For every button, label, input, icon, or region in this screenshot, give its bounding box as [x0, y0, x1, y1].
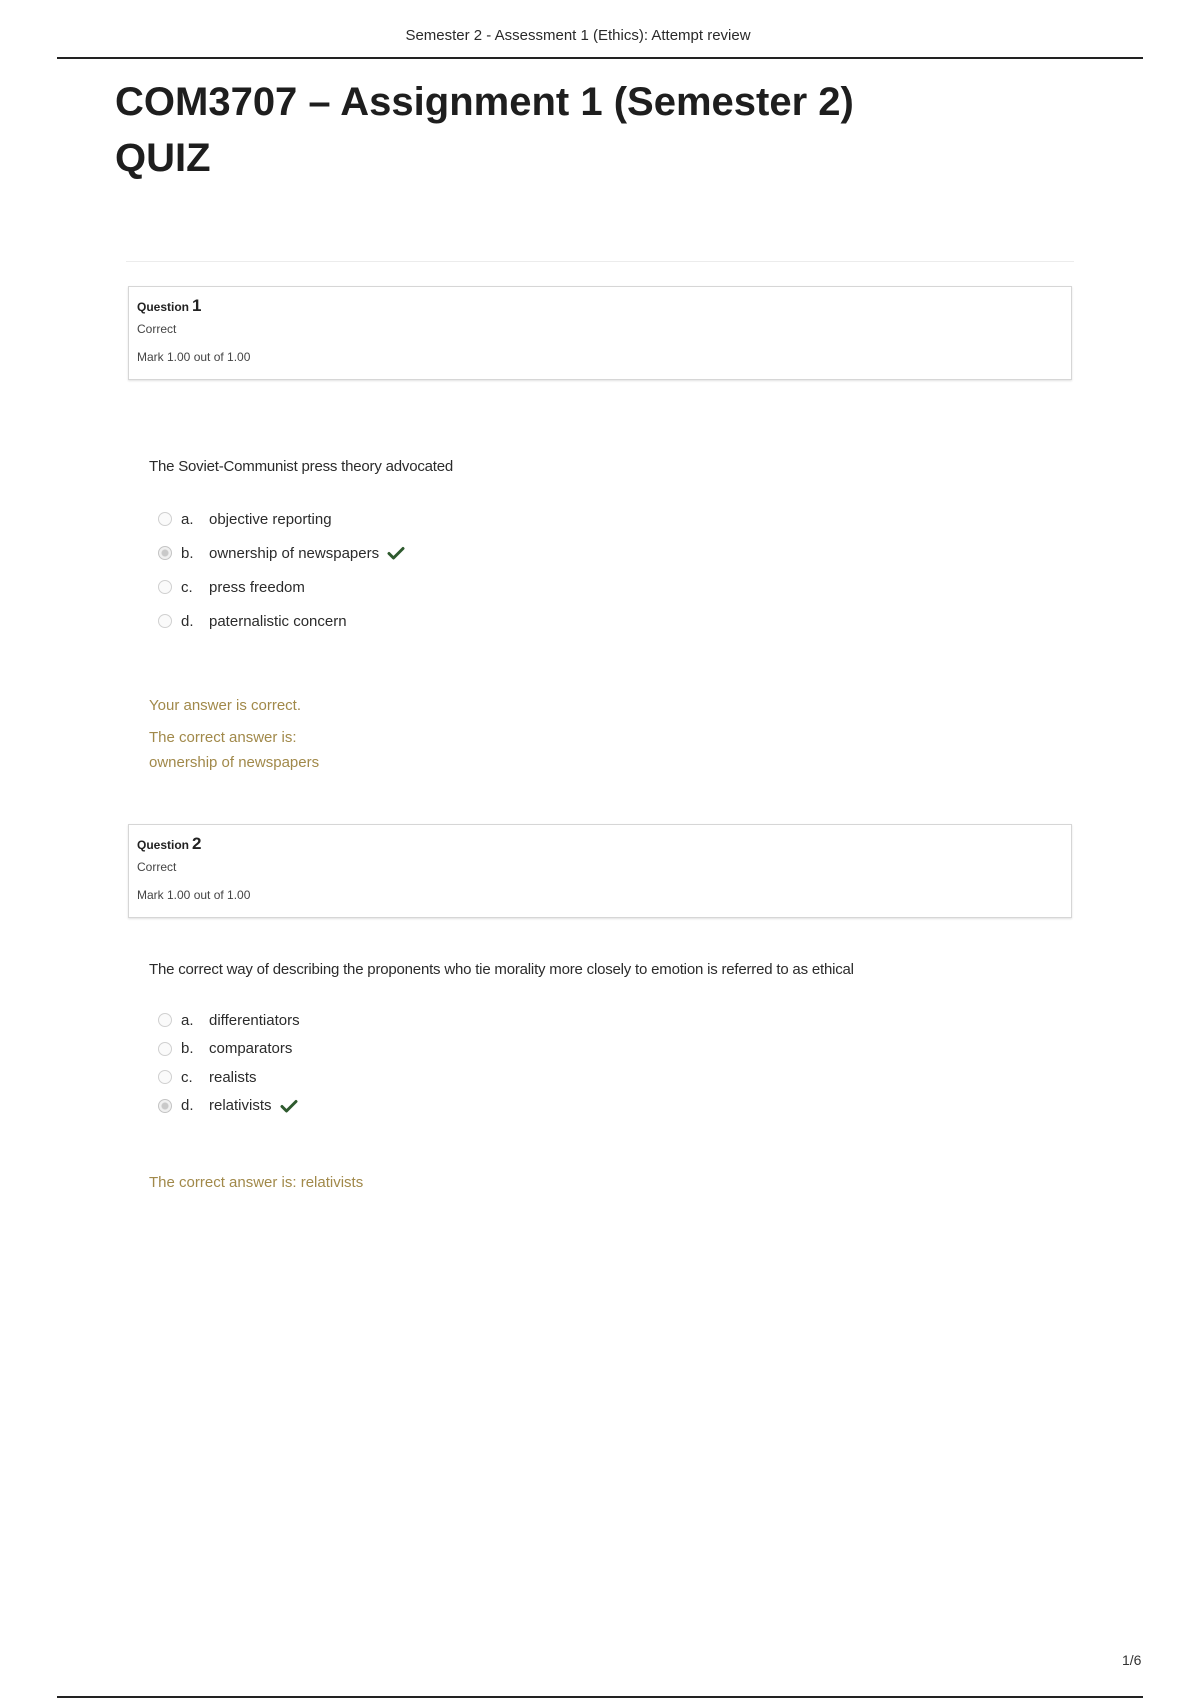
- checkmark-icon: [280, 1099, 298, 1113]
- answer-letter: b.: [181, 544, 194, 562]
- answer-text: paternalistic concern: [209, 612, 347, 630]
- answer-option-b[interactable]: [158, 536, 405, 570]
- question-2-grade: Mark 1.00 out of 1.00: [137, 888, 251, 902]
- answer-letter: c.: [181, 578, 193, 596]
- running-header: Semester 2 - Assessment 1 (Ethics): Attempt review: [405, 27, 751, 44]
- answer-option-a[interactable]: [158, 502, 405, 536]
- answer-text: realists: [209, 1068, 257, 1086]
- question-1-answers: [158, 502, 405, 638]
- question-label: Question: [137, 838, 190, 852]
- page-title-line-1: COM3707 – Assignment 1 (Semester 2): [115, 80, 854, 124]
- answer-text: objective reporting: [209, 510, 332, 528]
- section-divider: [126, 261, 1074, 262]
- answer-text: ownership of newspapers: [209, 544, 380, 562]
- answer-letter: a.: [181, 1011, 194, 1029]
- right-answer-value: ownership of newspapers: [149, 754, 320, 771]
- radio-button[interactable]: [158, 512, 172, 526]
- question-2-answers: [158, 1006, 300, 1120]
- question-1-info: [128, 286, 1072, 380]
- header-rule: [57, 57, 1143, 59]
- question-2-feedback: [149, 1170, 363, 1195]
- checkmark-icon: [387, 546, 405, 560]
- answer-letter: d.: [181, 1097, 194, 1115]
- question-1-number: [137, 295, 1071, 317]
- radio-button[interactable]: [158, 1070, 172, 1084]
- radio-button[interactable]: [158, 614, 172, 628]
- answer-letter: c.: [181, 1068, 193, 1086]
- page-title-line-2: QUIZ: [115, 136, 211, 180]
- answer-letter: b.: [181, 1040, 194, 1058]
- right-answer: The correct answer is: relativists: [149, 1174, 364, 1191]
- footer-rule: [57, 1696, 1143, 1698]
- question-2-number: [137, 833, 1071, 855]
- answer-option-c[interactable]: [158, 1063, 300, 1092]
- radio-button[interactable]: [158, 1042, 172, 1056]
- answer-text: comparators: [209, 1040, 293, 1058]
- answer-option-c[interactable]: [158, 570, 405, 604]
- question-1-text: The Soviet-Communist press theory advocated: [149, 458, 454, 475]
- answer-text: relativists: [209, 1097, 272, 1115]
- answer-option-a[interactable]: [158, 1006, 300, 1035]
- page-number: 1/6: [1122, 1652, 1142, 1668]
- radio-button-selected[interactable]: [158, 1099, 172, 1113]
- question-number: 2: [192, 834, 202, 853]
- answer-letter: d.: [181, 612, 194, 630]
- question-2-state: Correct: [137, 860, 177, 874]
- question-number: 1: [192, 296, 202, 315]
- page-title: [115, 74, 854, 186]
- general-feedback: Your answer is correct.: [149, 697, 302, 714]
- question-2-info: [128, 824, 1072, 918]
- question-1-feedback: [149, 693, 319, 775]
- question-2-text: The correct way of describing the proponents who tie morality more closely to emotion is referred to as ethical: [149, 961, 854, 978]
- radio-button[interactable]: [158, 580, 172, 594]
- answer-option-d[interactable]: [158, 604, 405, 638]
- answer-option-b[interactable]: [158, 1035, 300, 1064]
- right-answer-label: The correct answer is:: [149, 729, 297, 746]
- answer-letter: a.: [181, 510, 194, 528]
- radio-button[interactable]: [158, 1013, 172, 1027]
- answer-text: press freedom: [209, 578, 305, 596]
- question-1-state: Correct: [137, 322, 177, 336]
- radio-button-selected[interactable]: [158, 546, 172, 560]
- question-1-grade: Mark 1.00 out of 1.00: [137, 350, 251, 364]
- answer-text: differentiators: [209, 1011, 300, 1029]
- question-label: Question: [137, 300, 190, 314]
- answer-option-d[interactable]: [158, 1092, 300, 1121]
